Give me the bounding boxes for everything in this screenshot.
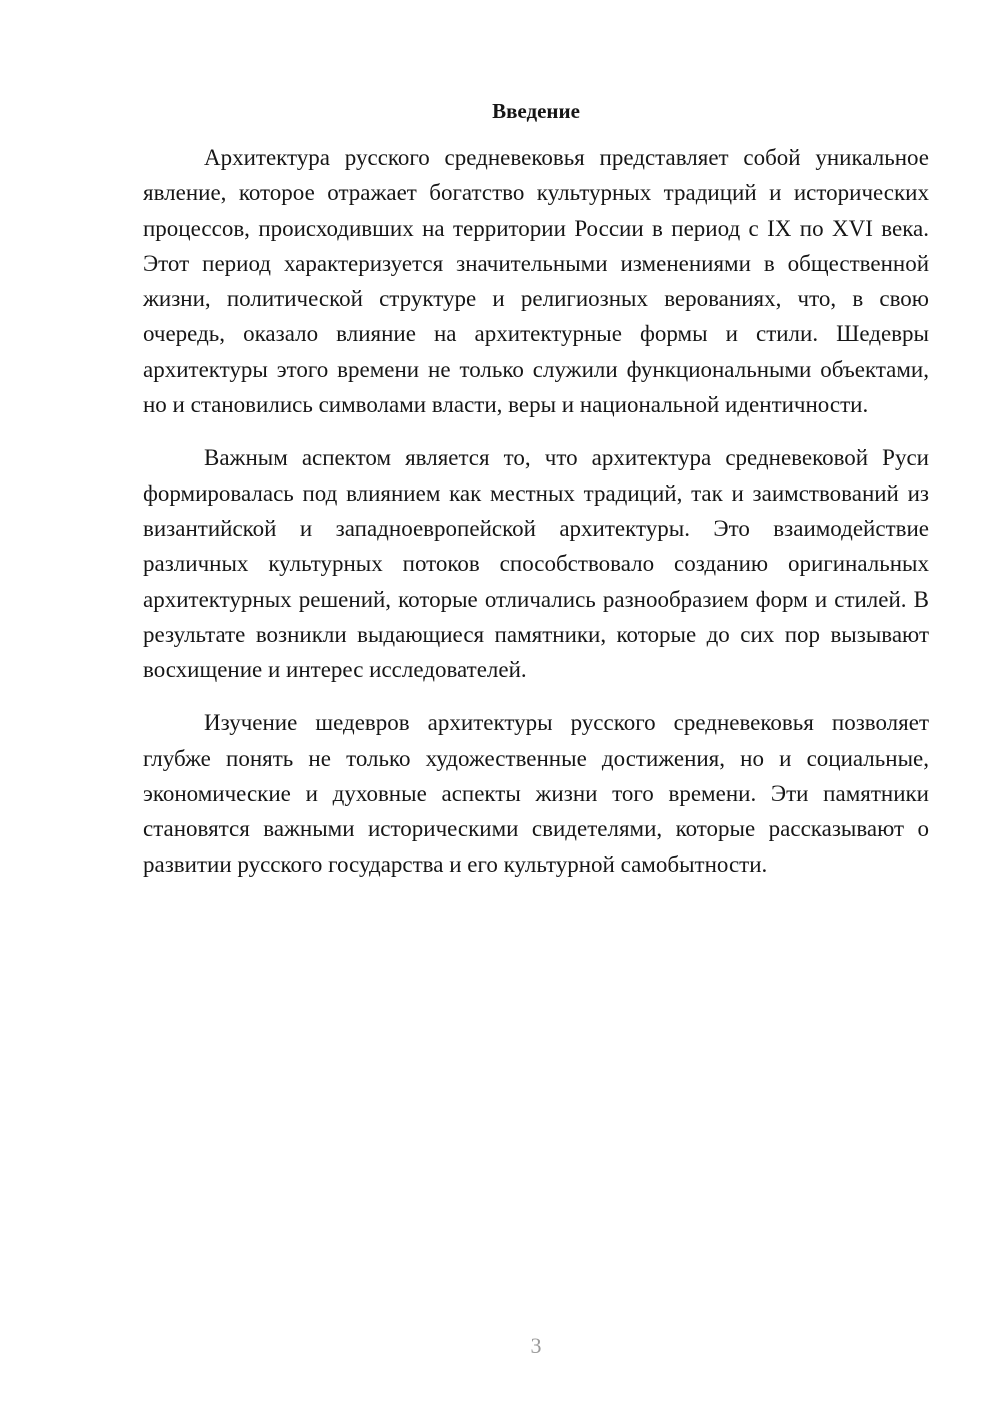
paragraph-intro: Архитектура русского средневековья представляет собой уникальное явление, которое отражает богатство культурных традиций и исторических процессов, происходивших на территории России в период с IX по XVI века. Этот период характеризуется значительными изменениями в общественной жизни, политической структуре и религиозных верованиях, что, в свою очередь, оказало влияние на архитектурные формы и стили. Шедевры архитектуры этого времени не только служили функциональными объектами, но и становились символами власти, веры и национальной идентичности. bbox=[143, 145, 929, 418]
paragraph-influences: Важным аспектом является то, что архитектура средневековой Руси формировалась под влиянием как местных традиций, так и заимствований из византийской и западноевропейской архитектуры. Это взаимодействие различных культурных потоков способствовало созданию оригинальных архитектурных решений, которые отличались разнообразием форм и стилей. В результате возникли выдающиеся памятники, которые до сих пор вызывают восхищение и интерес исследователей. bbox=[143, 445, 929, 683]
page-number: 3 bbox=[530, 1333, 542, 1358]
paragraph-study: Изучение шедевров архитектуры русского средневековья позволяет глубже понять не только художественные достижения, но и социальные, экономические и духовные аспекты жизни того времени. Эти памятники становятся важными историческими свидетелями, которые рассказывают о развитии русского государства и его культурной самобытности. bbox=[143, 710, 929, 877]
page-content bbox=[143, 96, 929, 900]
section-heading: Введение bbox=[492, 99, 580, 123]
